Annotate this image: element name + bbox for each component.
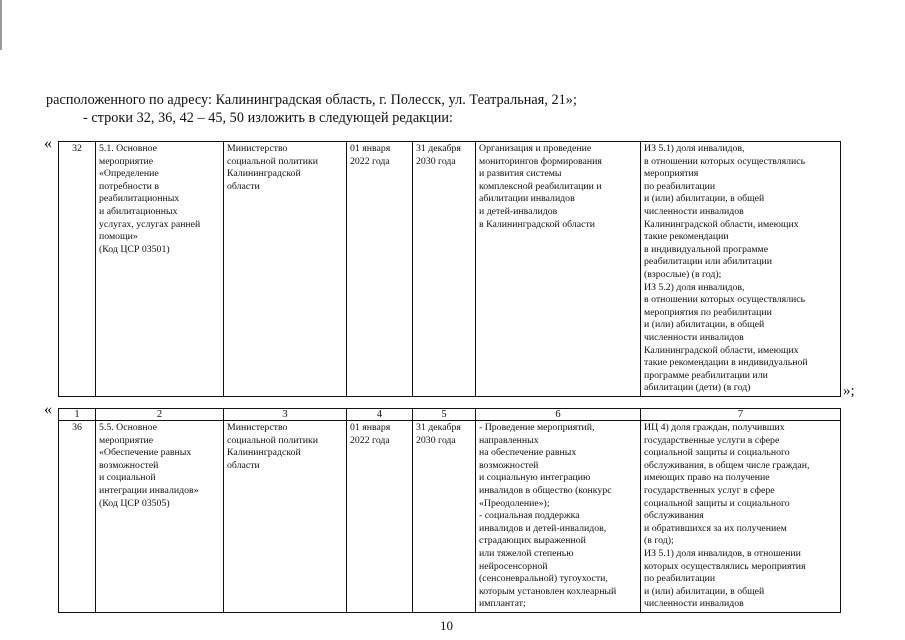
- table-row: [59, 142, 841, 397]
- executor: Министерство социальной политики Калининградской области: [224, 421, 347, 613]
- scan-edge-mark: [0, 0, 2, 50]
- column-header: 2: [96, 409, 224, 421]
- end-date: 31 декабря 2030 года: [413, 421, 476, 613]
- column-header: 6: [476, 409, 641, 421]
- column-header: 4: [347, 409, 413, 421]
- executor: Министерство социальной политики Калининградской области: [224, 142, 347, 397]
- header-row: [59, 409, 841, 421]
- table-row-36: [58, 408, 841, 613]
- intro-line-address: расположенного по адресу: Калининградская область, г. Полесск, ул. Театральная, 21»;: [46, 92, 577, 108]
- activity-name: 5.5. Основное мероприятие «Обеспечение равных возможностей и социальной интеграции инвалидов» (Код ЦСР 03505): [96, 421, 224, 613]
- table-row: [59, 421, 841, 613]
- column-header: 1: [59, 409, 96, 421]
- intro-line-instruction: - строки 32, 36, 42 – 45, 50 изложить в следующей редакции:: [83, 110, 454, 126]
- open-quote-2: «: [44, 401, 52, 418]
- indicators: ИЗ 5.1) доля инвалидов, в отношении которых осуществлялись мероприятия по реабилитации и (или) абилитации, в общей численности инвалидов Калининградской области, имеющих такие рекомендации в индивидуальной программе реабилитации или абилитации (взрослые) (в год); ИЗ 5.2) доля инвалидов, в отношении которых осуществлялись мероприятия по реабилитации и (или) абилитации, в общей численности инвалидов Калининградской области, имеющих такие рекомендации в индивидуальной программе реабилитации или абилитации (дети) (в год): [641, 142, 841, 397]
- end-date: 31 декабря 2030 года: [413, 142, 476, 397]
- column-header: 3: [224, 409, 347, 421]
- start-date: 01 января 2022 года: [347, 421, 413, 613]
- activity-description: Организация и проведение мониторингов формирования и развития системы комплексной реабилитации и абилитации инвалидов и детей-инвалидов в Калининградской области: [476, 142, 641, 397]
- activity-description: - Проведение мероприятий, направленных на обеспечение равных возможностей и социальную интеграцию инвалидов в общество (конкурс «Преодоление»); - социальная поддержка инвалидов и детей-инвалидов, страдающих выраженной или тяжелой степенью нейросенсорной (сенсоневральной) тугоухости, которым установлен кохлеарный имплантат;: [476, 421, 641, 613]
- page-number: 10: [440, 618, 453, 633]
- column-header: 5: [413, 409, 476, 421]
- row-number: 32: [59, 142, 96, 397]
- open-quote-1: «: [44, 135, 52, 152]
- column-header: 7: [641, 409, 841, 421]
- row-number: 36: [59, 421, 96, 613]
- activity-name: 5.1. Основное мероприятие «Определение потребности в реабилитационных и абилитационных услугах, услугах ранней помощи» (Код ЦСР 03501): [96, 142, 224, 397]
- indicators: ИЦ 4) доля граждан, получивших государственные услуги в сфере социальной защиты и социального обслуживания, в общем числе граждан, имеющих право на получение государственных услуг в сфере социальной защиты и социального обслуживания и обратившихся за их получением (в год); ИЗ 5.1) доля инвалидов, в отношении которых осуществлялись мероприятия по реабилитации и (или) абилитации, в общей численности инвалидов: [641, 421, 841, 613]
- close-quote: »;: [843, 383, 855, 399]
- table-row-32: [58, 141, 841, 397]
- start-date: 01 января 2022 года: [347, 142, 413, 397]
